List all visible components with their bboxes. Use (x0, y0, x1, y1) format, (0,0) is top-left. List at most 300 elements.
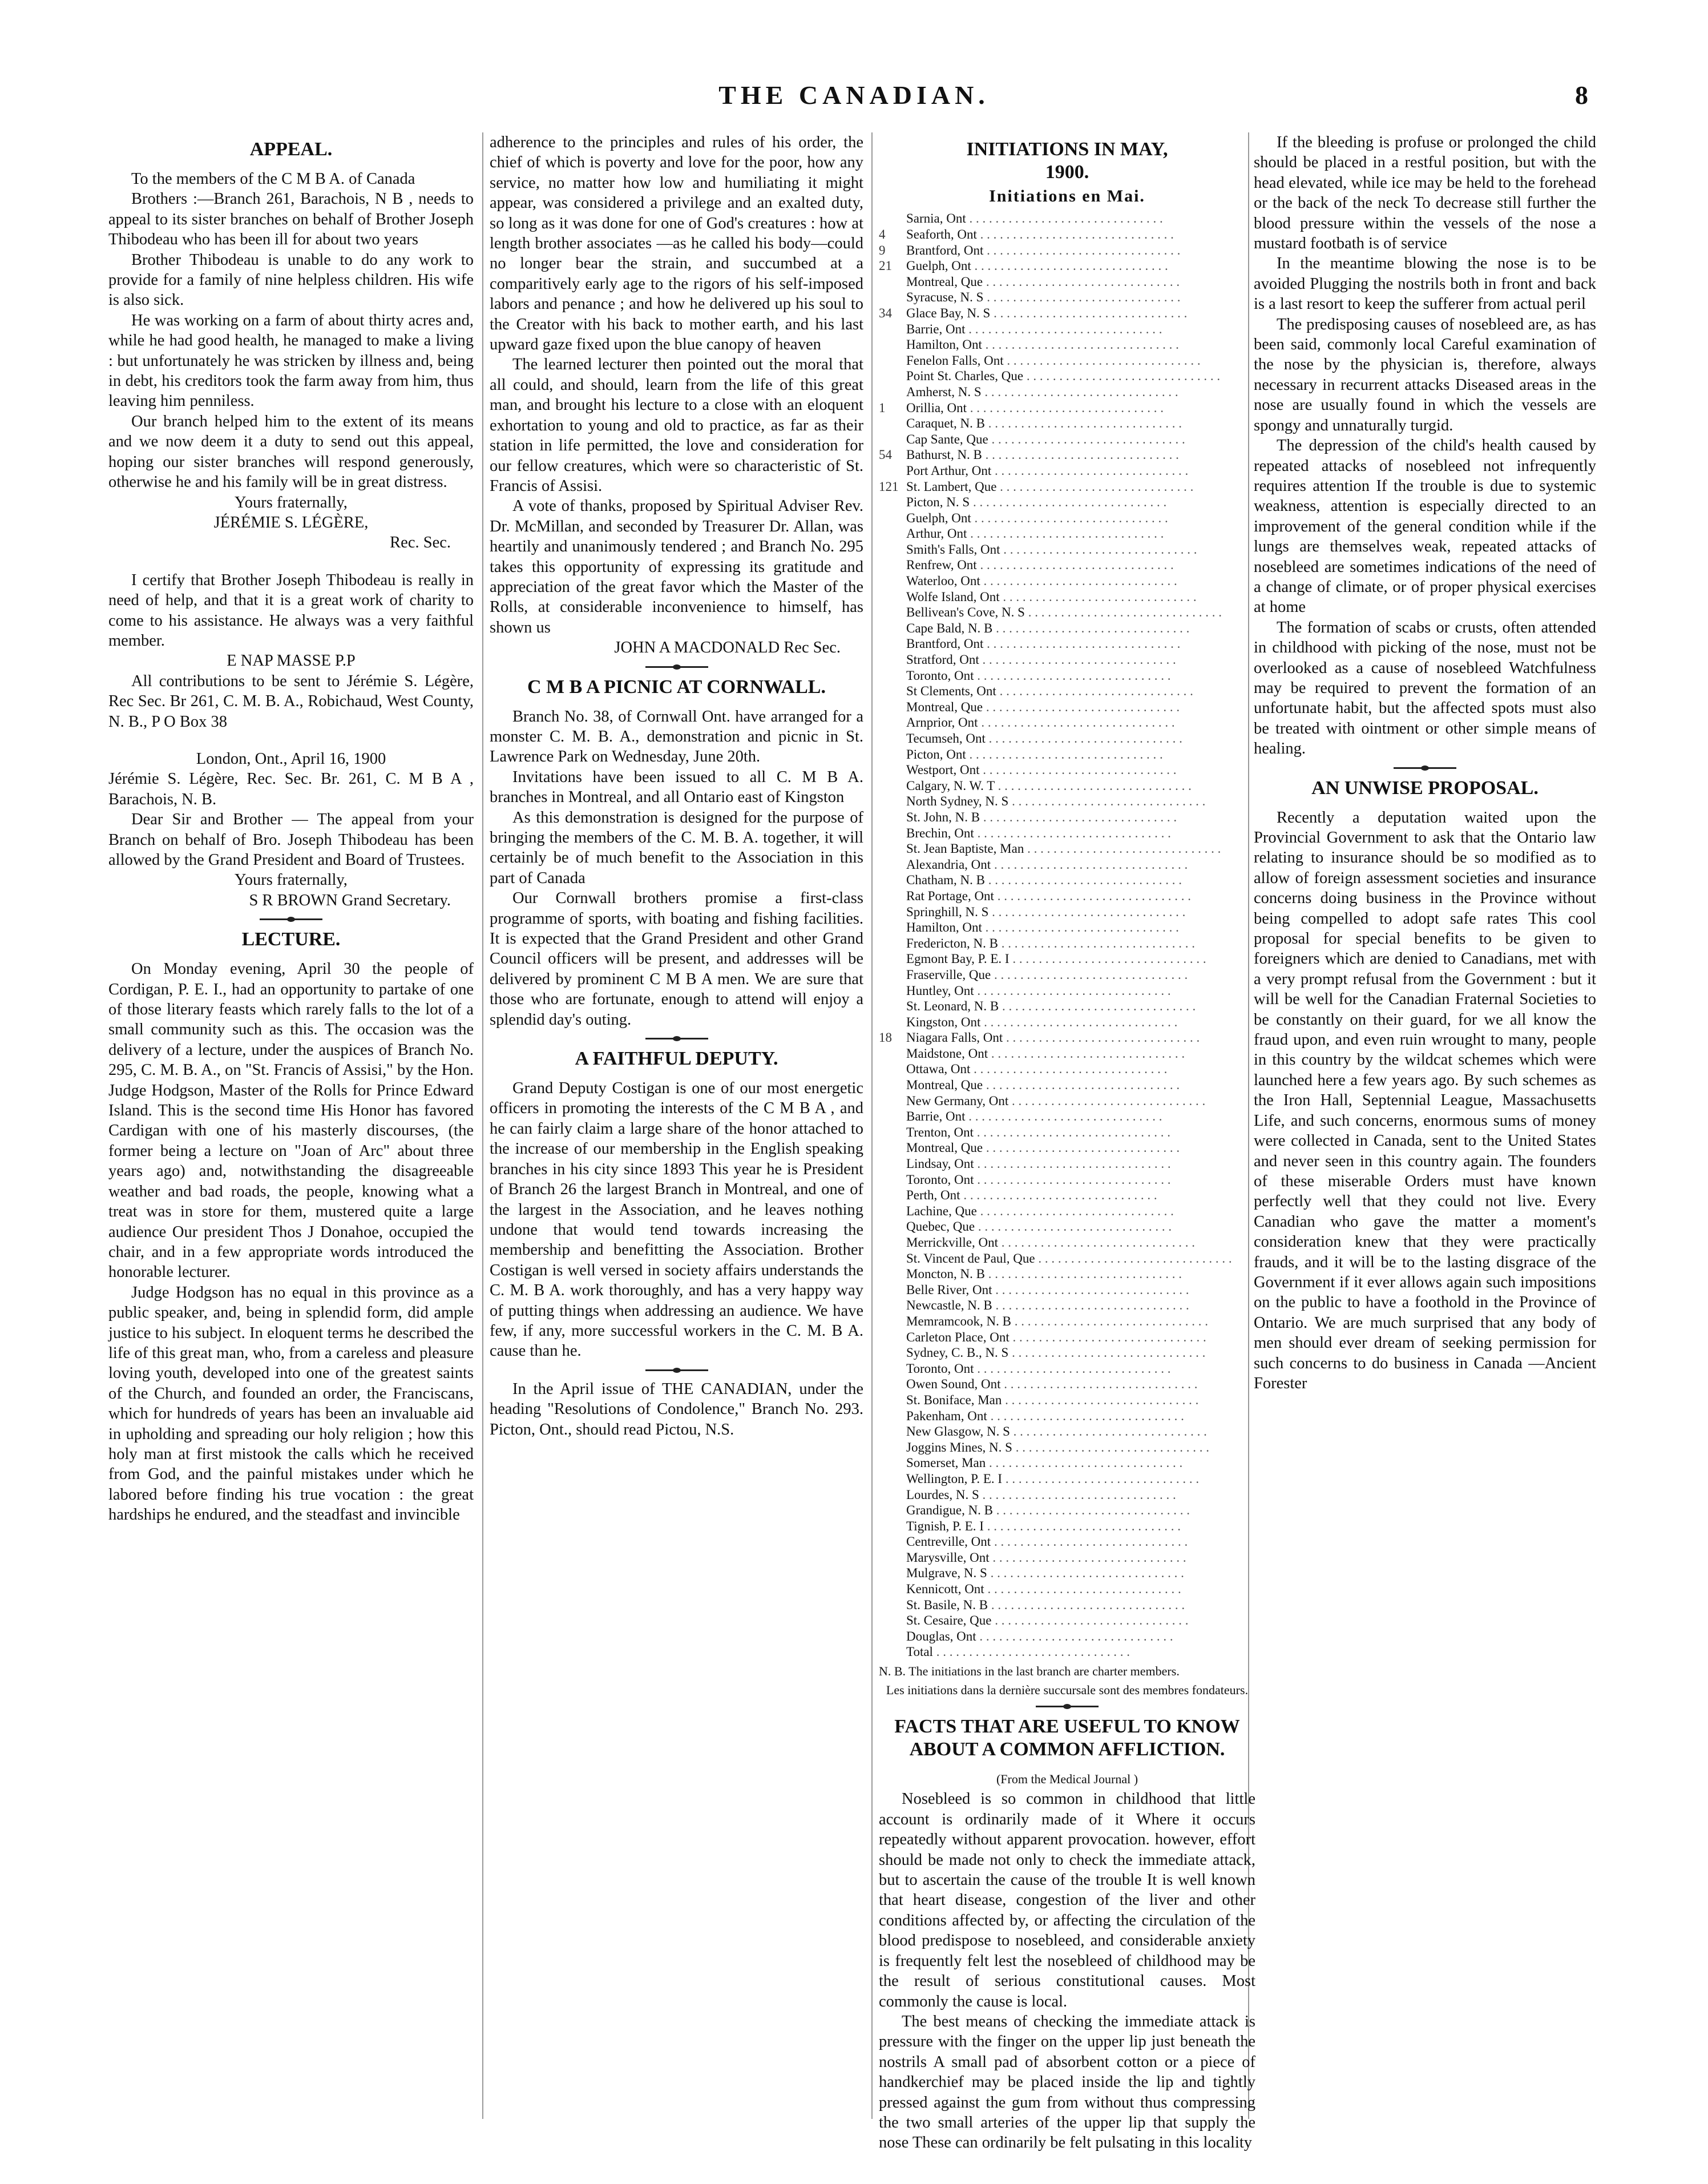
initiation-branch-number (879, 1187, 906, 1203)
initiation-place: Fredericton, N. B . . . (906, 936, 1255, 952)
initiation-place: Centreville, Ont . . . (906, 1534, 1255, 1550)
initiation-branch-number (879, 1251, 906, 1267)
initiation-branch-number (879, 1361, 906, 1377)
initiation-row (879, 998, 1255, 1014)
initiation-place: Douglas, Ont . . . (906, 1629, 1255, 1645)
appeal-contributions: All contributions to be sent to Jérémie S. Légère, Rec Sec. Br 261, C. M. B. A., Robichaud, West County, N. B., P O Box 38 (108, 672, 474, 731)
initiation-row (879, 542, 1255, 558)
initiation-branch-number (879, 620, 906, 636)
initiation-branch-number (879, 636, 906, 652)
initiation-place: Bathurst, N. B . . . (906, 447, 1255, 463)
initiation-row (879, 841, 1255, 857)
initiation-row (879, 1376, 1255, 1392)
initiation-place: Arthur, Ont . . . (906, 526, 1255, 542)
initiation-row (879, 857, 1255, 873)
initiation-place: Toronto, Ont . . . (906, 1172, 1255, 1188)
initiation-branch-number (879, 1597, 906, 1613)
initiation-place: Syracuse, N. S . . . (906, 289, 1255, 305)
initiation-branch-number (879, 1109, 906, 1125)
letter-dateline: London, Ont., April 16, 1900 (196, 750, 386, 768)
initiation-row (879, 368, 1255, 384)
initiation-branch-number: 54 (879, 448, 892, 462)
initiation-branch-number (879, 1502, 906, 1518)
initiation-row (879, 778, 1255, 794)
initiation-row (879, 1140, 1255, 1156)
initiation-branch-number (879, 274, 906, 290)
initiations-subheading: Initiations en Mai. (989, 187, 1145, 205)
initiation-place: Montreal, Que . . . (906, 1077, 1255, 1093)
initiation-branch-number (879, 1046, 906, 1062)
initiation-place: Arnprior, Ont . . . (906, 715, 1255, 731)
deputy-heading: A FAITHFUL DEPUTY. (575, 1048, 778, 1070)
initiation-branch-number (879, 1282, 906, 1298)
initiation-row (879, 305, 1255, 321)
section-divider (260, 918, 322, 920)
initiation-row (879, 1125, 1255, 1141)
initiation-place: Barrie, Ont . . . (906, 1109, 1255, 1125)
initiation-place: Hamilton, Ont . . . (906, 920, 1255, 936)
initiation-branch-number (879, 1376, 906, 1392)
initiation-place: Guelph, Ont . . . (906, 258, 1255, 274)
initiation-branch-number (879, 510, 906, 526)
initiation-branch-number (879, 1014, 906, 1030)
initiation-row (879, 1187, 1255, 1203)
initiation-branch-number (879, 1392, 906, 1408)
initiation-row (879, 510, 1255, 526)
initiation-row (879, 1172, 1255, 1188)
initiation-place: Grandigue, N. B . . . (906, 1502, 1255, 1518)
initiation-place: Huntley, Ont . . . (906, 983, 1255, 999)
initiation-place: Brantford, Ont . . . (906, 243, 1255, 259)
initiation-place: New Germany, Ont . . . (906, 1093, 1255, 1109)
initiation-branch-number (879, 1518, 906, 1534)
initiation-branch-number (879, 1329, 906, 1345)
initiation-row (879, 620, 1255, 636)
initiation-place: Montreal, Que . . . (906, 274, 1255, 290)
initiation-row (879, 479, 1255, 495)
initiation-place: Wellington, P. E. I . . . (906, 1471, 1255, 1487)
initiation-row (879, 337, 1255, 353)
initiation-branch-number: 18 (879, 1030, 892, 1045)
initiation-row (879, 1550, 1255, 1566)
initiation-row (879, 1534, 1255, 1550)
initiation-branch-number: 4 (879, 227, 886, 241)
initiation-row (879, 605, 1255, 620)
initiation-place: Cap Sante, Que . . . (906, 432, 1255, 448)
initiation-branch-number (879, 747, 906, 763)
initiation-row (879, 920, 1255, 936)
initiation-place: Cape Bald, N. B . . . (906, 620, 1255, 636)
initiation-branch-number (879, 432, 906, 448)
initiation-branch-number (879, 494, 906, 510)
initiation-place: Rat Portage, Ont . . . (906, 888, 1255, 904)
initiation-branch-number (879, 983, 906, 999)
initiation-branch-number (879, 1345, 906, 1361)
facts-paragraph: If the bleeding is profuse or prolonged the child should be placed in a restful position, but with the head elevated, while ice may be held to the forehead or the back of the neck To decrease still further the blood pressure within the vessels of the nose a mustard footbath is of service (1254, 134, 1596, 253)
initiation-place: St. Lambert, Que . . . (906, 479, 1255, 495)
appeal-heading: APPEAL. (249, 139, 333, 160)
initiation-row (879, 494, 1255, 510)
initiation-branch-number (879, 809, 906, 825)
initiation-branch-number (879, 589, 906, 605)
initiation-branch-number (879, 1203, 906, 1219)
initiation-row (879, 904, 1255, 920)
initiations-list (879, 211, 1255, 1644)
initiation-row (879, 526, 1255, 542)
initiation-place: Owen Sound, Ont . . . (906, 1376, 1255, 1392)
initiation-place: Port Arthur, Ont . . . (906, 463, 1255, 479)
initiation-row (879, 683, 1255, 699)
appeal-paragraph: Brothers :—Branch 261, Barachois, N B , needs to appeal to its sister branches on behalf of Brother Joseph Thibodeau who has been ill for about two years (108, 190, 474, 249)
appeal-closing: Yours fraternally, (235, 493, 348, 511)
initiation-row (879, 1502, 1255, 1518)
appeal-certifier: E NAP MASSE P.P (227, 652, 356, 670)
section-divider (645, 666, 708, 668)
initiation-place: Waterloo, Ont . . . (906, 573, 1255, 589)
initiation-row (879, 1487, 1255, 1503)
initiation-row (879, 762, 1255, 778)
initiation-place: Moncton, N. B . . . (906, 1266, 1255, 1282)
initiation-branch-number (879, 683, 906, 699)
lecture-paragraph: A vote of thanks, proposed by Spiritual Adviser Rev. Dr. McMillan, and seconded by Treasurer Dr. Allan, was heartily and unanimously tendered ; and Branch No. 295 takes this opportunity of expressing its gratitude and appreciation of the great favor which the Master of the Rolls, at considerable inconvenience to himself, has shown us (490, 497, 863, 636)
initiation-place: Lourdes, N. S . . . (906, 1487, 1255, 1503)
initiation-place: Fenelon Falls, Ont . . . (906, 353, 1255, 369)
initiation-branch-number: 34 (879, 305, 892, 320)
initiation-place: St. Boniface, Man . . . (906, 1392, 1255, 1408)
column-rule (482, 132, 483, 2119)
initiation-row (879, 1030, 1255, 1046)
initiation-branch-number (879, 1424, 906, 1440)
initiation-place: Egmont Bay, P. E. I . . . (906, 951, 1255, 967)
initiation-place: Mulgrave, N. S . . . (906, 1565, 1255, 1581)
initiation-branch-number (879, 920, 906, 936)
initiation-branch-number (879, 1266, 906, 1282)
initiation-row (879, 1313, 1255, 1329)
initiation-row (879, 557, 1255, 573)
initiation-place: Smith's Falls, Ont . . . (906, 542, 1255, 558)
initiation-branch-number (879, 904, 906, 920)
initiation-row (879, 1061, 1255, 1077)
initiation-place: Stratford, Ont . . . (906, 652, 1255, 668)
picnic-paragraph: Branch No. 38, of Cornwall Ont. have arranged for a monster C. M. B. A., demonstration and picnic in St. Lawrence Park on Wednesday, June 20th. (490, 707, 863, 766)
initiation-place: Alexandria, Ont . . . (906, 857, 1255, 873)
lecture-signer: JOHN A MACDONALD Rec Sec. (614, 639, 841, 657)
initiation-place: Picton, Ont . . . (906, 747, 1255, 763)
initiation-row (879, 747, 1255, 763)
initiation-place: Caraquet, N. B . . . (906, 416, 1255, 432)
initiation-row (879, 573, 1255, 589)
initiation-place: Montreal, Que . . . (906, 1140, 1255, 1156)
initiation-place: Ottawa, Ont . . . (906, 1061, 1255, 1077)
initiation-row (879, 668, 1255, 684)
initiation-row (879, 1597, 1255, 1613)
initiation-place: St. Basile, N. B . . . (906, 1597, 1255, 1613)
initiation-place: St. Leonard, N. B . . . (906, 998, 1255, 1014)
column-4 (1254, 132, 1596, 2130)
initiation-branch-number (879, 778, 906, 794)
initiation-place: Montreal, Que . . . (906, 699, 1255, 715)
initiation-row (879, 1203, 1255, 1219)
initiation-row (879, 1629, 1255, 1645)
initiation-branch-number (879, 573, 906, 589)
lecture-heading: LECTURE. (241, 929, 341, 950)
lecture-paragraph: The learned lecturer then pointed out the moral that all could, and should, learn from the life of this great man, and brought his lecture to a close with an eloquent exhortation to young and old to practice, as far as their station in life permitted, the love and consideration for our fellow creatures, which were so characteristic of St. Francis of Assisi. (490, 356, 863, 495)
initiation-branch-number (879, 1534, 906, 1550)
column-1 (108, 132, 474, 2130)
picnic-paragraph: Invitations have been issued to all C. M B A. branches in Montreal, and all Ontario east of Kingston (490, 768, 863, 807)
initiation-branch-number (879, 967, 906, 983)
initiation-branch-number (879, 715, 906, 731)
initiation-place: Belle River, Ont . . . (906, 1282, 1255, 1298)
initiation-place: Tecumseh, Ont . . . (906, 731, 1255, 747)
initiation-branch-number (879, 526, 906, 542)
initiation-row (879, 967, 1255, 983)
initiation-branch-number (879, 1455, 906, 1471)
initiation-row (879, 463, 1255, 479)
appeal-signer-title: Rec. Sec. (390, 534, 451, 552)
initiation-row (879, 793, 1255, 809)
initiation-branch-number (879, 1487, 906, 1503)
column-rule (871, 132, 873, 2119)
initiation-place: St Clements, Ont . . . (906, 683, 1255, 699)
initiation-row (879, 809, 1255, 825)
initiation-branch-number (879, 289, 906, 305)
initiation-row (879, 1109, 1255, 1125)
initiation-place: Perth, Ont . . . (906, 1187, 1255, 1203)
page-number: 8 (1575, 80, 1588, 110)
initiation-row (879, 227, 1255, 243)
initiation-branch-number (879, 1140, 906, 1156)
facts-source: (From the Medical Journal ) (996, 1772, 1138, 1787)
column-3 (879, 132, 1255, 2152)
initiation-row (879, 1518, 1255, 1534)
initiation-branch-number (879, 384, 906, 400)
initiation-row (879, 1266, 1255, 1282)
initiation-row (879, 636, 1255, 652)
initiation-branch-number (879, 1471, 906, 1487)
initiation-row (879, 1046, 1255, 1062)
initiation-branch-number (879, 416, 906, 432)
initiation-place: Somerset, Man . . . (906, 1455, 1255, 1471)
initiation-place: Joggins Mines, N. S . . . (906, 1440, 1255, 1456)
initiation-branch-number (879, 1581, 906, 1597)
initiation-place: Maidstone, Ont . . . (906, 1046, 1255, 1062)
initiation-place: Chatham, N. B . . . (906, 872, 1255, 888)
initiation-row (879, 211, 1255, 227)
facts-paragraph: The predisposing causes of nosebleed are, as has been said, commonly local Careful examination of the nose by the physician is, therefore, always necessary in recurrent attacks Diseased areas in the nose are usually found in which the vessels are spongy and unnaturally turgid. (1254, 315, 1596, 434)
initiations-total (879, 1644, 1255, 1660)
appeal-salutation: To the members of the C M B A. of Canada (131, 170, 415, 188)
initiations-note: N. B. The initiations in the last branch are charter members. (879, 1664, 1180, 1679)
facts-paragraph: The depression of the child's health caused by repeated attacks of nosebleed not infrequently requires attention If the trouble is due to systemic weakness, attention is especially directed to an improvement of the general condition while if the lungs are themselves weak, repeated attacks of nosebleed are sometimes indications of the need of a change of climate, or of proper physical exercises at home (1254, 437, 1596, 616)
initiation-branch-number (879, 1440, 906, 1456)
initiation-branch-number (879, 699, 906, 715)
facts-paragraph: The formation of scabs or crusts, often attended in childhood with picking of the nose, must not be overlooked as a cause of nosebleed Watchfulness may be required to prevent the formation of an unfortunate habit, but the affected spots must also be treated with ointment or other simple means of healing. (1254, 618, 1596, 758)
initiation-row (879, 1471, 1255, 1487)
proposal-heading: AN UNWISE PROPOSAL. (1311, 777, 1539, 799)
initiation-branch-number (879, 1172, 906, 1188)
initiation-place: Hamilton, Ont . . . (906, 337, 1255, 353)
initiation-place: Picton, N. S . . . (906, 494, 1255, 510)
initiation-branch-number (879, 557, 906, 573)
initiation-place: St. Jean Baptiste, Man . . . (906, 841, 1255, 857)
initiation-branch-number (879, 321, 906, 337)
initiation-branch-number (879, 1629, 906, 1645)
initiation-place: New Glasgow, N. S . . . (906, 1424, 1255, 1440)
initiation-place: Brechin, Ont . . . (906, 825, 1255, 841)
initiation-branch-number (879, 1235, 906, 1251)
initiation-row (879, 1613, 1255, 1629)
initiation-branch-number (879, 1077, 906, 1093)
initiation-branch-number (879, 1613, 906, 1629)
initiation-branch-number (879, 731, 906, 747)
initiation-place: Sarnia, Ont . . . (906, 211, 1255, 227)
initiation-row (879, 1424, 1255, 1440)
initiation-place: Trenton, Ont . . . (906, 1125, 1255, 1141)
appeal-paragraph: He was working on a farm of about thirty acres and, while he had good health, he managed to make a living : but unfortunately he was stricken by illness and, being in debt, his creditors took the farm away from him, thus leaving him penniless. (108, 311, 474, 410)
initiation-place: Brantford, Ont . . . (906, 636, 1255, 652)
appeal-signer: JÉRÉMIE S. LÉGÈRE, (213, 513, 369, 531)
initiation-row (879, 258, 1255, 274)
initiation-row (879, 1361, 1255, 1377)
initiation-branch-number (879, 951, 906, 967)
initiation-place: North Sydney, N. S . . . (906, 793, 1255, 809)
initiation-row (879, 1156, 1255, 1172)
initiation-branch-number (879, 368, 906, 384)
initiation-place: Point St. Charles, Que . . . (906, 368, 1255, 384)
initiation-branch-number (879, 793, 906, 809)
initiation-row (879, 1282, 1255, 1298)
deputy-paragraph: Grand Deputy Costigan is one of our most energetic officers in promoting the interests of the C M B A , and he can fairly claim a large share of the honor attached to the increase of our membership in the English speaking branches in his city since 1893 This year he is President of Branch 26 the largest Branch in Montreal, and one of the largest in the Association, and he leaves nothing undone that would tend towards increasing the membership and benefitting the Association. Brother Costigan is well versed in society affairs understands the C. M. B A. work thoroughly, and has a very happy way of putting things when addressing an audience. We have few, if any, more successful workers in the C. M. B A. cause than he. (490, 1079, 863, 1360)
initiation-row (879, 699, 1255, 715)
lecture-paragraph: Judge Hodgson has no equal in this province as a public speaker, and, being in splendid form, did ample justice to his subject. In eloquent terms he described the life of this great man, who, from a careless and pleasure loving youth, developed into one of the greatest saints of the Church, and founded an order, the Franciscans, which for hundreds of years has been an invaluable aid in upholding and spreading our holy religion ; how this holy man at first mistook the calls which he received from God, and the painful mistakes under which he labored before finding his true vocation : the great hardships he endured, and the steadfast and invincible (108, 1283, 474, 1524)
initiation-row (879, 1392, 1255, 1408)
initiation-branch-number (879, 1408, 906, 1424)
initiation-place: Toronto, Ont . . . (906, 1361, 1255, 1377)
initiation-row (879, 1581, 1255, 1597)
initiation-row (879, 951, 1255, 967)
initiation-place: Pakenham, Ont . . . (906, 1408, 1255, 1424)
initiation-place: Glace Bay, N. S . . . (906, 305, 1255, 321)
initiation-place: Newcastle, N. B . . . (906, 1297, 1255, 1313)
letter-addressee: Jérémie S. Légère, Rec. Sec. Br. 261, C. M B A , Barachois, N. B. (108, 770, 474, 808)
initiation-row (879, 243, 1255, 259)
initiation-branch-number (879, 888, 906, 904)
initiation-row (879, 1014, 1255, 1030)
initiation-row (879, 432, 1255, 448)
initiation-place: Seaforth, Ont . . . (906, 227, 1255, 243)
section-divider (1036, 1706, 1099, 1707)
initiation-branch-number (879, 872, 906, 888)
initiation-place: Guelph, Ont . . . (906, 510, 1255, 526)
initiation-branch-number (879, 652, 906, 668)
initiation-place: Carleton Place, Ont . . . (906, 1329, 1255, 1345)
letter-body: Dear Sir and Brother — The appeal from your Branch on behalf of Bro. Joseph Thibodeau has been allowed by the Grand President and Board of Trustees. (108, 811, 474, 869)
initiation-place: Lindsay, Ont . . . (906, 1156, 1255, 1172)
initiation-place: Renfrew, Ont . . . (906, 557, 1255, 573)
picnic-paragraph: Our Cornwall brothers promise a first-class programme of sports, with boating and fishing facilities. It is expected that the Grand President and other Grand Council officers will be present, and addresses will be delivered by prominent C M B A men. We are sure that those who are fortunate, enough to attend will enjoy a splendid day's outing. (490, 889, 863, 1029)
initiation-branch-number (879, 211, 906, 227)
initiation-row (879, 1440, 1255, 1456)
initiation-place: Kennicott, Ont . . . (906, 1581, 1255, 1597)
initiation-row (879, 825, 1255, 841)
facts-paragraph: In the meantime blowing the nose is to be avoided Plugging the nostrils both in front and back is a last resort to keep the sufferer from actual peril (1254, 255, 1596, 313)
initiation-row (879, 652, 1255, 668)
facts-paragraph: Nosebleed is so common in childhood that little account is ordinarily made of it Where it occurs repeatedly without apparent provocation. however, effort should be made not only to check the immediate attack, but to ascertain the cause of the trouble It is well known that heart disease, congestion of the liver and other conditions affected by, or affecting the circulation of the blood predispose to nosebleed, and considerable anxiety is frequently felt lest the nosebleed of childhood may be the result of serious constitutional causes. Most commonly the cause is local. (879, 1790, 1255, 2010)
initiation-row (879, 1565, 1255, 1581)
initiation-branch-number (879, 762, 906, 778)
initiation-place: Orillia, Ont . . . (906, 400, 1255, 416)
letter-signer: S R BROWN Grand Secretary. (249, 891, 451, 909)
initiations-year: 1900. (1045, 162, 1089, 183)
initiation-row (879, 888, 1255, 904)
newspaper-title: THE CANADIAN. (718, 80, 990, 110)
initiation-branch-number: 21 (879, 259, 892, 273)
initiation-branch-number (879, 841, 906, 857)
letter-closing: Yours fraternally, (235, 871, 348, 889)
initiation-branch-number (879, 1550, 906, 1566)
initiation-branch-number (879, 825, 906, 841)
initiation-row (879, 400, 1255, 416)
initiation-branch-number (879, 1125, 906, 1141)
initiation-row (879, 353, 1255, 369)
initiation-branch-number (879, 542, 906, 558)
initiation-row (879, 1345, 1255, 1361)
lecture-paragraph: On Monday evening, April 30 the people of Cordigan, P. E. I., had an opportunity to partake of one of those literary feasts which rarely falls to the lot of a small community such as this. The occasion was the delivery of a lecture, under the auspices of Branch No. 295, C. M. B. A., on "St. Francis of Assisi," by the Hon. Judge Hodgson, Master of the Rolls for Prince Edward Island. This is the second time His Honor has favored Cardigan with one of his masterly discourses, (the former being a lecture on "Joan of Arc" about three years ago) and, notwithstanding the disagreeable weather and bad roads, the people, knowing what a treat was in store for them, mustered quite a large audience Our president Thos J Donahoe, occupied the chair, and in a few appropriate words introduced the honorable lecturer. (108, 960, 474, 1282)
initiations-note-french: Les initiations dans la dernière succursale sont des membres fondateurs. (886, 1683, 1249, 1698)
initiation-row (879, 447, 1255, 463)
facts-paragraph: The best means of checking the immediate attack is pressure with the finger on the upper lip just beneath the nostrils A small pad of absorbent cotton or a piece of handkerchief may be placed inside the lip and tightly pressed against the gum from without thus compressing the two small arteries of the upper lip that supply the nose These can ordinarily be felt pulsating in this locality (879, 2012, 1255, 2152)
initiation-place: Marysville, Ont . . . (906, 1550, 1255, 1566)
initiation-branch-number (879, 463, 906, 479)
initiation-row (879, 289, 1255, 305)
initiation-branch-number (879, 1565, 906, 1581)
initiation-branch-number (879, 1156, 906, 1172)
initiation-place: Springhill, N. S . . . (906, 904, 1255, 920)
initiation-branch-number (879, 353, 906, 369)
initiation-place: St. John, N. B . . . (906, 809, 1255, 825)
initiation-place: Barrie, Ont . . . (906, 321, 1255, 337)
initiation-place: Quebec, Que . . . (906, 1219, 1255, 1235)
initiation-row (879, 1329, 1255, 1345)
initiation-branch-number (879, 998, 906, 1014)
initiation-branch-number (879, 1219, 906, 1235)
initiation-row (879, 1235, 1255, 1251)
initiation-place: Wolfe Island, Ont . . . (906, 589, 1255, 605)
initiation-row (879, 715, 1255, 731)
total-label: Total . . . (906, 1644, 1255, 1660)
initiation-row (879, 1093, 1255, 1109)
initiation-branch-number (879, 1093, 906, 1109)
initiation-branch-number (879, 936, 906, 952)
initiation-row (879, 1219, 1255, 1235)
initiation-place: Sydney, C. B., N. S . . . (906, 1345, 1255, 1361)
initiation-row (879, 731, 1255, 747)
section-divider (645, 1369, 708, 1371)
initiation-row (879, 1077, 1255, 1093)
proposal-paragraph: Recently a deputation waited upon the Provincial Government to ask that the Ontario law relating to insurance should be so modified as to allow of foreign assessment societies and insurance concerns doing business in the Province without being compelled to adopt safe rates This cool proposal for special benefits to be given to foreigners which are denied to Canadians, met with a very prompt refusal from the Government : but it will be well for the Canadian Fraternal Societies to be constantly on their guard, for we all know the fraud upon, and even ruin wrought to many, people in this country by the wildcat schemes which were launched here a few years ago. By such schemes as the Iron Hall, Septennial League, Massachusetts Life, and such concerns, enormous sums of money were collected in Canada, sent to the United States and never seen in this country again. The founders of these miserable Orders must have known perfectly well that they could not live. Every Canadian who gave the matter a moment's consideration knew that they were practically frauds, and it will be to the lasting disgrace of the Government if it ever allows again such impositions on the public to have a foothold in the Province of Ontario. We are much surprised that any body of men should ever dream of seeking permission for such concerns to do business in Canada —Ancient Forester (1254, 808, 1596, 1392)
initiation-place: Amherst, N. S . . . (906, 384, 1255, 400)
initiation-place: Fraserville, Que . . . (906, 967, 1255, 983)
initiation-branch-number: 1 (879, 400, 886, 415)
initiation-place: Toronto, Ont . . . (906, 668, 1255, 684)
initiation-row (879, 274, 1255, 290)
facts-heading: FACTS THAT ARE USEFUL TO KNOW ABOUT A COMMON AFFLICTION. (894, 1716, 1240, 1760)
initiation-branch-number (879, 1313, 906, 1329)
initiation-branch-number (879, 857, 906, 873)
initiation-row (879, 589, 1255, 605)
initiation-place: Niagara Falls, Ont . . . (906, 1030, 1255, 1046)
